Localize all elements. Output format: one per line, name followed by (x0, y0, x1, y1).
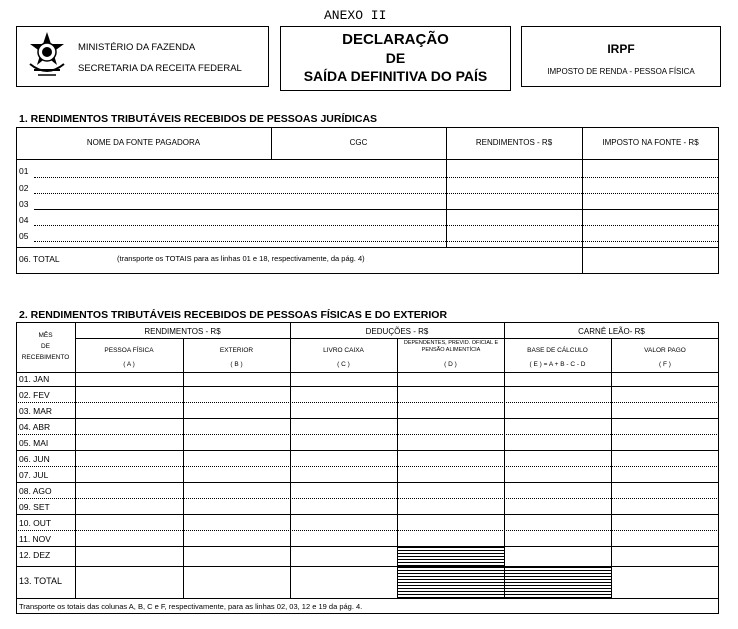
section1-title: 1. RENDIMENTOS TRIBUTÁVEIS RECEBIDOS DE PESSOAS JURÍDICAS (19, 113, 378, 125)
form-code: IRPF (607, 42, 635, 56)
s2-month-label: 02. FEV (19, 390, 50, 400)
month-header-1: MÊS (38, 332, 53, 339)
group-header-deductions: DEDUÇÕES - R$ (365, 327, 429, 336)
s1-input-line[interactable] (34, 241, 718, 242)
section1-table (16, 127, 719, 274)
title-line-2: DE (385, 50, 406, 66)
s2-row-line (16, 530, 719, 531)
s2-footer-note: Transporte os totais das colunas A, B, C e F, respectivamente, para as linhas 02, 03, 12 e 19 da pág. 4. (19, 602, 363, 611)
s2-month-label: 01. JAN (19, 374, 50, 384)
col-e-label: BASE DE CÁLCULO (527, 347, 588, 354)
s2-row-line (16, 386, 719, 387)
col-d-code: ( D ) (444, 361, 457, 368)
ministry-text: MINISTÉRIO DA FAZENDA (78, 42, 196, 53)
s1-input-line[interactable] (34, 193, 718, 194)
s2-total-label: 13. TOTAL (19, 576, 63, 586)
col-b-label: EXTERIOR (219, 347, 254, 354)
s2-month-label: 04. ABR (19, 422, 51, 432)
s2-month-label: 08. AGO (19, 486, 52, 496)
s2-row-line (16, 402, 719, 403)
group-header-income: RENDIMENTOS - R$ (144, 327, 221, 336)
month-header-2: DE (40, 343, 51, 350)
s1-row-label: 04 (19, 215, 29, 225)
secretariat-text: SECRETARIA DA RECEITA FEDERAL (78, 63, 242, 74)
s2-month-label: 07. JUL (19, 470, 49, 480)
s1-total-label: 06. TOTAL (19, 254, 60, 264)
month-header-3: RECEBIMENTO (21, 354, 70, 361)
col-d-label: DEPENDENTES, PREVID. OFICIAL E PENSÃO ALIMENTÍCIA (403, 340, 499, 353)
col-header-withheld-tax: IMPOSTO NA FONTE - R$ (602, 138, 699, 147)
form-description: IMPOSTO DE RENDA - PESSOA FÍSICA (547, 67, 695, 76)
col-b-code: ( B ) (230, 361, 243, 368)
s2-month-label: 10. OUT (19, 518, 52, 528)
header-form-box (521, 26, 721, 87)
s2-row-line (16, 598, 719, 599)
coat-of-arms-icon (24, 30, 70, 82)
hatched-cell (505, 567, 611, 598)
col-c-label: LIVRO CAIXA (323, 347, 364, 354)
s2-row-line (16, 566, 719, 567)
annex-label: ANEXO II (324, 8, 387, 23)
col-a-label: PESSOA FÍSICA (104, 347, 154, 354)
s2-month-label: 05. MAI (19, 438, 49, 448)
col-e-code: ( E ) = A + B - C - D (529, 361, 586, 368)
s1-input-line[interactable] (34, 225, 718, 226)
s2-month-label: 03. MAR (19, 406, 53, 416)
s2-row-line (16, 514, 719, 515)
s1-row-label: 05 (19, 231, 29, 241)
s2-month-label: 11. NOV (19, 534, 51, 544)
s2-row-line (16, 450, 719, 451)
col-header-income: RENDIMENTOS - R$ (475, 138, 553, 147)
hatched-cell (398, 567, 504, 598)
s1-input-line[interactable] (34, 177, 718, 178)
col-c-code: ( C ) (337, 361, 350, 368)
s1-input-line[interactable] (34, 209, 718, 210)
col-f-label: VALOR PAGO (644, 347, 686, 354)
s2-row-line (16, 482, 719, 483)
col-header-cgc: CGC (349, 138, 368, 147)
s2-row-line (16, 434, 719, 435)
s1-row-label: 02 (19, 183, 29, 193)
s1-row-label: 03 (19, 199, 29, 209)
s1-total-note: (transporte os TOTAIS para as linhas 01 e 18, respectivamente, da pág. 4) (117, 254, 365, 263)
s2-month-label: 12. DEZ (19, 550, 51, 560)
title-line-1: DECLARAÇÃO (342, 31, 449, 48)
title-line-3: SAÍDA DEFINITIVA DO PAÍS (303, 68, 488, 84)
s2-month-label: 09. SET (19, 502, 50, 512)
s2-row-line (16, 418, 719, 419)
group-header-carne-leao: CARNÊ LEÃO- R$ (578, 327, 645, 336)
col-a-code: ( A ) (123, 361, 135, 368)
section2-title: 2. RENDIMENTOS TRIBUTÁVEIS RECEBIDOS DE PESSOAS FÍSICAS E DO EXTERIOR (19, 309, 448, 321)
s2-month-label: 06. JUN (19, 454, 50, 464)
hatched-cell (398, 547, 504, 566)
s1-row-label: 01 (19, 166, 29, 176)
col-header-source-name: NOME DA FONTE PAGADORA (86, 138, 201, 147)
s2-row-line (16, 498, 719, 499)
s2-row-line (16, 546, 719, 547)
col-f-code: ( F ) (659, 361, 671, 368)
s2-row-line (16, 466, 719, 467)
